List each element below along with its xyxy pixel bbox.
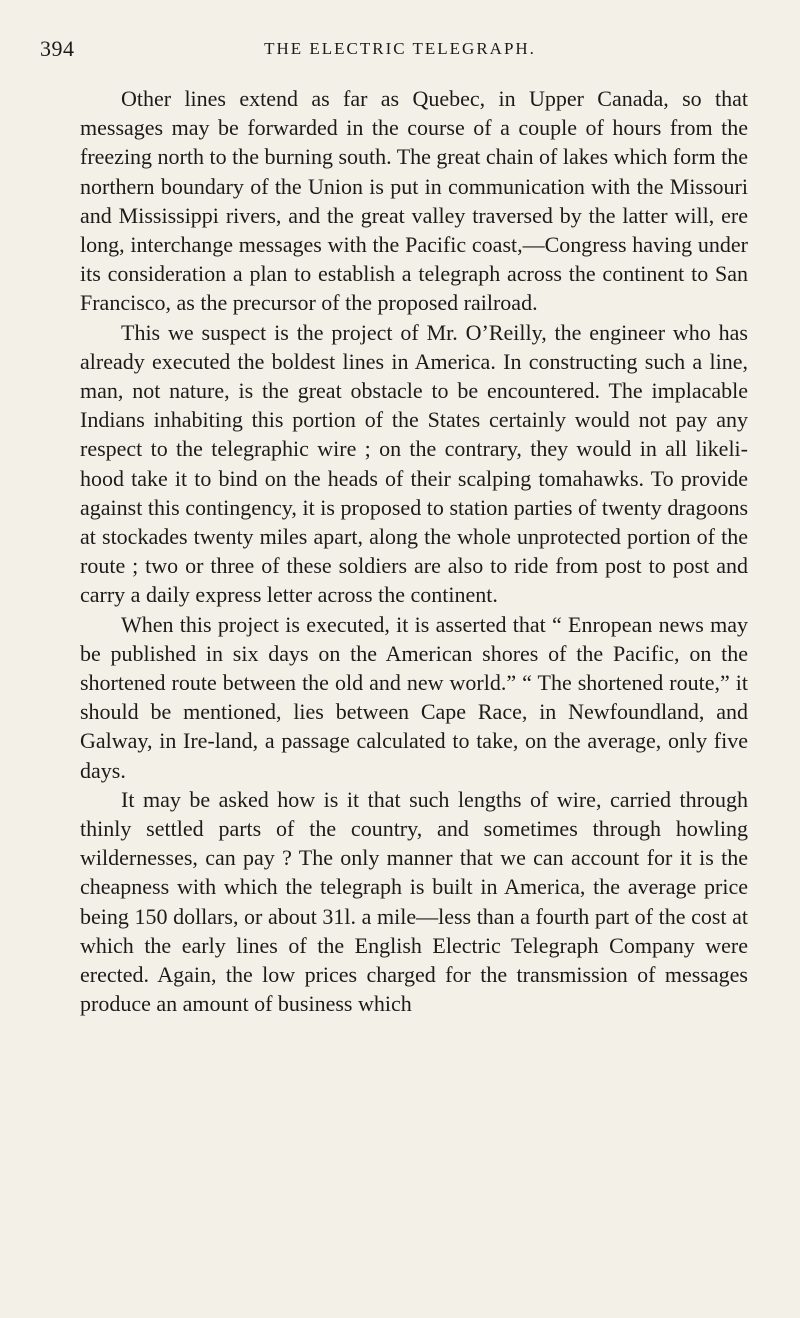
paragraph: This we suspect is the project of Mr. O’Reilly, the engineer who has already executed the boldest lines in America. In constructing such a line, man, not nature, is the great obstacle to be encountered. The implacable Indians inhabiting this portion of the States certainly would not pay any respect to the telegraphic wire ; on the contrary, they would in all likeli-hood take it to bind on the heads of their scalping tomahawks. To provide against this contingency, it is proposed to station parties of twenty dragoons at stockades twenty miles apart, along the whole unprotected portion of the route ; two or three of these soldiers are also to ride from post to post and carry a daily express letter across the continent. (80, 319, 748, 608)
page-number: 394 (40, 36, 75, 61)
paragraph: Other lines extend as far as Quebec, in Upper Canada, so that messages may be forwarded in the course of a couple of hours from the freezing north to the burning south. The great chain of lakes which form the northern boundary of the Union is put in communication with the Missouri and Mississippi rivers, and the great valley traversed by the latter will, ere long, interchange messages with the Pacific coast,—Congress having under its consideration a plan to establish a telegraph across the continent to San Francisco, as the precursor of the proposed railroad. (80, 86, 748, 316)
running-head: THE ELECTRIC TELEGRAPH. (264, 39, 536, 58)
body-text (80, 84, 748, 1019)
paragraph: When this project is executed, it is asserted that “ Enropean news may be published in six days on the American shores of the Pacific, on the shortened route between the old and new world.” “ The shortened route,” it should be mentioned, lies between Cape Race, in Newfoundland, and Galway, in Ire-land, a passage calculated to take, on the average, only five days. (80, 611, 748, 783)
page-header (40, 36, 760, 68)
paragraph: It may be asked how is it that such lengths of wire, carried through thinly settled parts of the country, and sometimes through howling wildernesses, can pay ? The only manner that we can account for it is the cheapness with which the telegraph is built in America, the average price being 150 dollars, or about 31l. a mile—less than a fourth part of the cost at which the early lines of the English Electric Telegraph Company were erected. Again, the low prices charged for the transmission of messages produce an amount of business which (80, 786, 748, 1017)
